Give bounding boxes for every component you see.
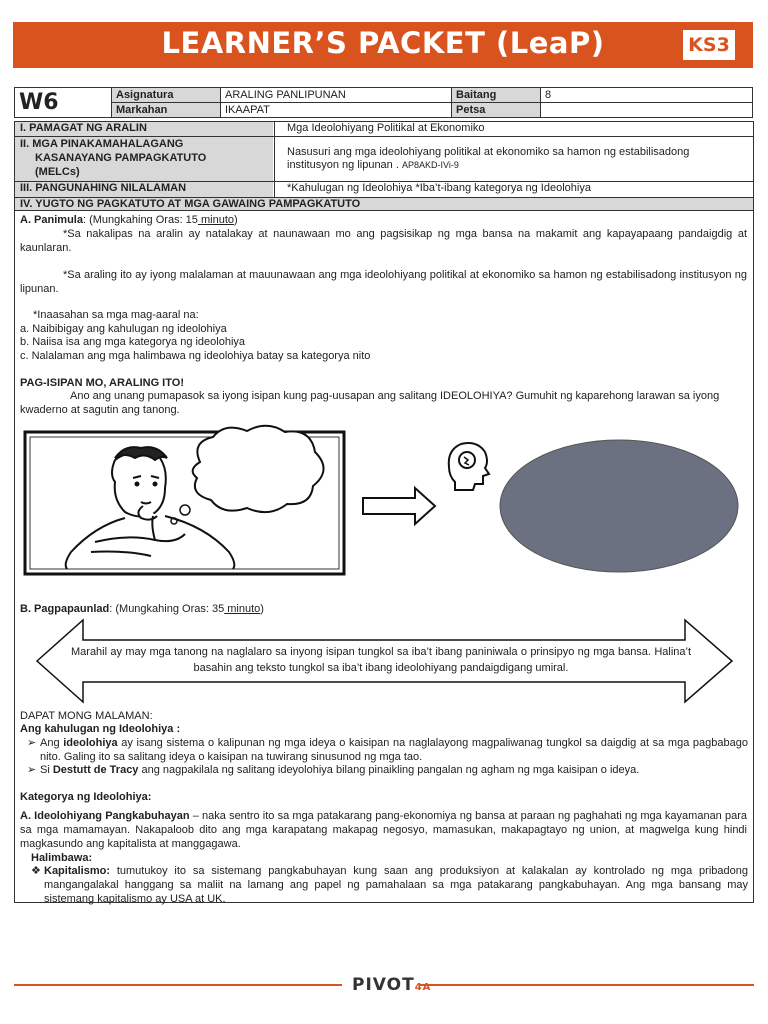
bullet-1-term: ideolohiya (63, 737, 118, 749)
row-title-label: I. PAMAGAT NG ARALIN (15, 122, 273, 136)
kahulugan-title: Ang kahulugan ng Ideolohiya : (20, 723, 181, 735)
bullet-1-pre: Ang (40, 737, 64, 749)
row-title-value: Mga Ideolohiyang Politikal at Ekonomiko (274, 122, 485, 136)
row-content (15, 182, 753, 198)
bullet-1-icon: ➢ (27, 737, 37, 749)
thought-dot-1 (180, 505, 190, 515)
kategorya-title: Kategorya ng Ideolohiya: (20, 791, 152, 803)
pag-isipan-title: PAG-ISIPAN MO, ARALING ITO! (20, 377, 184, 389)
week-label: W6 (15, 88, 112, 118)
objective-c: c. Nalalaman ang mga halimbawa ng ideolohiya batay sa kategorya nito (20, 350, 371, 362)
section-a-heading (20, 213, 238, 227)
melcs-label-line3: (MELCs) (35, 166, 80, 178)
melcs-text-line1: Nasusuri ang mga ideolohiyang politikal at ekonomiko sa hamon ng estabilisadong (287, 146, 690, 158)
right-arrow (363, 488, 435, 524)
category-a-title: A. Ideolohiyang Pangkabuhayan (20, 810, 190, 822)
subject-value: ARALING PANLIPUNAN (221, 88, 452, 103)
section-b-heading (20, 602, 264, 616)
intro-paragraph-2: *Sa araling ito ay iyong malalaman at mauunawaan ang mga ideolohiyang politikal at ekonomiko sa hamon ng estabilisadong institusyon ng lipunan. (20, 269, 747, 295)
footer-line-right (420, 984, 754, 986)
subject-label: Asignatura (112, 88, 221, 103)
quarter-value: IKAAPAT (221, 103, 452, 118)
kapitalismo-text: tumutukoy ito sa sistemang pangkabuhayan kung saan ang produksiyon at kalakalan ay kontrolado ng mga pribadong mangangalakal hanggang sa maliit na lamang ang papel ng pamahalaan sa mga patakarang pangkabuhayan. Ang mga bansang may sistemang kapitalismo ay USA at UK. (44, 865, 748, 905)
section-a-title: A. Panimula (20, 214, 83, 226)
row-yugto: IV. YUGTO NG PAGKATUTO AT MGA GAWAING PAMPAGKATUTO (15, 198, 753, 211)
bullet-2-pre: Si (40, 764, 53, 776)
kapitalismo-term: Kapitalismo: (44, 865, 111, 877)
pivot-logo (352, 975, 431, 995)
bullet-2-term: Destutt de Tracy (52, 764, 139, 776)
footer-line-left (14, 984, 342, 986)
lesson-content (14, 121, 754, 903)
header-title: LEARNER’S PACKET (LeaP) (161, 26, 605, 60)
section-b-title: B. Pagpapaunlad (20, 603, 110, 615)
info-table (14, 87, 753, 118)
section-b-time-close: ) (260, 603, 264, 615)
thought-bubble (193, 426, 324, 512)
melcs-code: AP8AKD-IVi-9 (401, 160, 459, 170)
category-a-text: – naka sentro ito sa mga patakarang pang-ekonomiya ng bansa at paraan ng paghahati ng mga kayamanan para sa mga mamamayan. Nakapaloob dito ang mga karapatang makapag negosyo, mamasukan, makapagtayo ng union, at magwelga kung hindi magkasundo ang kapitalista at manggagawa. (20, 810, 747, 850)
row-content-label: III. PANGUNAHING NILALAMAN (15, 182, 273, 197)
melcs-label-line2: KASANAYANG PAMPAGKATUTO (35, 152, 207, 164)
section-a-time-unit: minuto (197, 214, 234, 226)
kapitalismo (44, 864, 748, 906)
head-bulb-icon (449, 443, 489, 490)
bullet-2 (40, 763, 748, 777)
melcs-text-line2: institusyon ng lipunan . (287, 159, 399, 171)
section-b-time: : (Mungkahing Oras: 35 (109, 603, 225, 615)
ks3-badge: KS3 (683, 30, 735, 60)
row-melcs (15, 137, 753, 182)
bullet-2-icon: ➢ (27, 764, 37, 776)
row-title (15, 122, 753, 137)
objective-a: a. Naibibigay ang kahulugan ng ideolohiya (20, 323, 227, 335)
pag-isipan-text: Ano ang unang pumapasok sa iyong isipan kung pag-uusapan ang salitang IDEOLOHIYA? Gumuhit ng kaparehong larawan sa iyong kwaderno at sagutin ang tanong. (20, 390, 720, 416)
bullet-1-text: ay isang sistema o kalipunan ng mga ideya o kaisipan na naglalayong magpaliwanag tungkol sa daigdig at sa mga pagbabago nito. Galing ito sa salitang ideya o kaisipan na tuwirang sinusunod ng mga tao. (40, 737, 748, 763)
row-melcs-label (15, 137, 273, 181)
intro-paragraph-1: *Sa nakalipas na aralin ay natalakay at naunawaan mo ang pagsisikap ng mga bansa na makamit ang kapayapaang pandaigdig at kaunlaran. (20, 228, 747, 254)
ideology-illustration (15, 422, 753, 582)
row-melcs-value (274, 137, 689, 181)
section-a-time: : (Mungkahing Oras: 15 (82, 214, 198, 226)
dapat-mong-malaman: DAPAT MONG MALAMAN: (20, 710, 153, 722)
date-label: Petsa (452, 103, 541, 118)
section-b-time-unit: minuto (224, 603, 261, 615)
date-value (541, 103, 753, 118)
category-a (20, 809, 747, 851)
row-content-value: *Kahulugan ng Ideolohiya *Iba’t-ibang kategorya ng Ideolohiya (274, 182, 591, 197)
quarter-label: Markahan (112, 103, 221, 118)
double-arrow-text: Marahil ay may mga tanong na naglalaro sa inyong isipan tungkol sa iba’t ibang paniniwala o prinsipyo ng mga bansa. Halina’t basahin ang teksto tungkol sa iba’t ibang ideolohiyang pandaigdigang umiral. (71, 646, 691, 674)
section-a-time-close: ) (234, 214, 238, 226)
header-bar (13, 22, 753, 68)
grade-label: Baitang (452, 88, 541, 103)
objective-b: b. Naiisa isa ang mga kategorya ng ideolohiya (20, 336, 246, 348)
answer-oval (500, 440, 738, 572)
bullet-1 (40, 736, 748, 764)
kapitalismo-icon: ❖ (31, 865, 41, 877)
objectives-intro: *Inaasahan sa mga mag-aaral na: (33, 309, 199, 321)
pivot-accent: 4A (414, 982, 432, 993)
pivot-brand: PIVOT (352, 975, 415, 995)
grade-value: 8 (541, 88, 753, 103)
bullet-2-text: ang nagpakilala ng salitang ideyolohiya bilang pinaikling pangalan ng agham ng mga kaisipan o ideya. (138, 764, 640, 776)
melcs-label-line1: II. MGA PINAKAMAHALAGANG (20, 138, 184, 150)
halimbawa-label: Halimbawa: (31, 852, 93, 864)
